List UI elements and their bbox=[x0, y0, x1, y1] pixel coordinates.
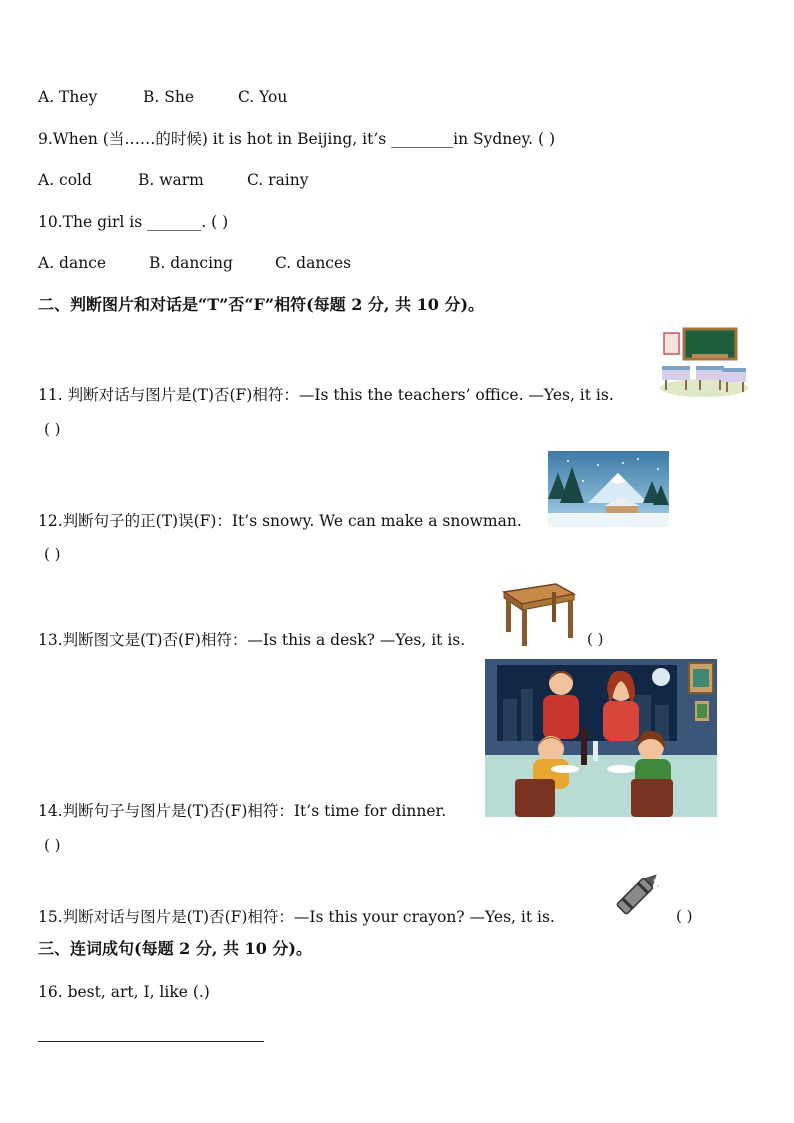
q8-option-c: C. You bbox=[238, 88, 288, 106]
snow-scene-picture bbox=[548, 451, 669, 527]
q16-answer-line[interactable] bbox=[38, 1041, 264, 1042]
section-2-heading: 二、判断图片和对话是“T”否“F”相符(每题 2 分, 共 10 分)。 bbox=[38, 295, 485, 314]
q12-answer-blank[interactable]: ( ) bbox=[44, 545, 61, 563]
q15-answer-blank[interactable]: ( ) bbox=[676, 907, 693, 925]
section-3-heading: 三、连词成句(每题 2 分, 共 10 分)。 bbox=[38, 939, 312, 958]
q10-options bbox=[38, 253, 351, 273]
family-dinner-picture bbox=[485, 659, 717, 817]
q14-question: 14.判断句子与图片是(T)否(F)相符：It’s time for dinner. bbox=[38, 802, 447, 820]
q13-question: 13.判断图文是(T)否(F)相符：—Is this a desk? —Yes, it is. bbox=[38, 631, 466, 649]
q11-answer-blank[interactable]: ( ) bbox=[44, 420, 61, 438]
q9-options bbox=[38, 170, 309, 190]
q9-question: 9.When (当……的时候) it is hot in Beijing, it’s ________in Sydney. ( ) bbox=[38, 130, 556, 148]
q11-question: 11. 判断对话与图片是(T)否(F)相符：—Is this the teachers’ office. —Yes, it is. bbox=[38, 386, 614, 404]
classroom-picture bbox=[656, 326, 752, 398]
q8-option-a: A. They bbox=[38, 88, 98, 106]
q14-answer-blank[interactable]: ( ) bbox=[44, 836, 61, 854]
q9-option-a: A. cold bbox=[38, 171, 92, 189]
q8-options bbox=[38, 87, 287, 107]
q10-option-a: A. dance bbox=[38, 254, 107, 272]
q12-question: 12.判断句子的正(T)误(F)：It’s snowy. We can make a snowman. bbox=[38, 512, 522, 530]
q16-question: 16. best, art, I, like (.) bbox=[38, 983, 210, 1001]
q15-question: 15.判断对话与图片是(T)否(F)相符：—Is this your crayon? —Yes, it is. bbox=[38, 908, 555, 926]
q10-question: 10.The girl is _______. ( ) bbox=[38, 213, 229, 231]
q8-option-b: B. She bbox=[143, 88, 195, 106]
q10-option-b: B. dancing bbox=[149, 254, 233, 272]
q10-option-c: C. dances bbox=[275, 254, 352, 272]
q13-answer-blank[interactable]: ( ) bbox=[587, 630, 604, 648]
q9-option-c: C. rainy bbox=[247, 171, 309, 189]
desk-picture bbox=[500, 582, 578, 648]
crayon-picture bbox=[608, 866, 666, 922]
q9-option-b: B. warm bbox=[138, 171, 204, 189]
